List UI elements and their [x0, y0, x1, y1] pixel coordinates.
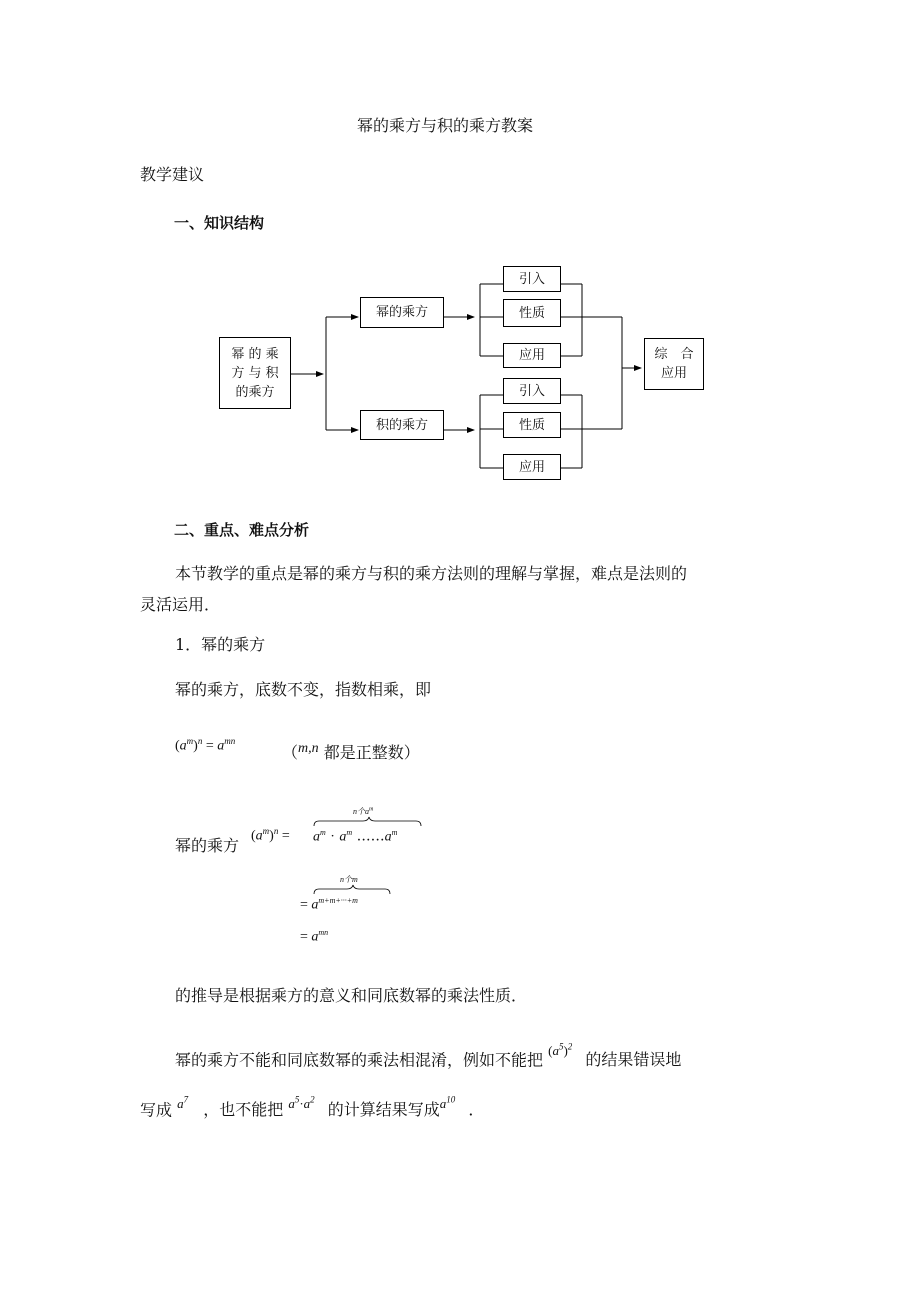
root-box: [219, 337, 291, 409]
brace2-label: n个m: [340, 875, 358, 884]
d1-lparen: (: [251, 828, 256, 844]
derivation-line-1: [251, 826, 290, 845]
brace1-label-exp: m: [369, 806, 374, 813]
power-rule-formula: [175, 736, 235, 755]
ex3-base2: a: [303, 1096, 311, 1112]
formula-rhs-base: a: [217, 738, 225, 754]
term1-base: a: [313, 829, 320, 845]
paragraph-line-2: 灵活运用．: [140, 595, 221, 614]
p4-text-f: ．: [468, 1100, 485, 1120]
p4-text-e: 的计算结果写成: [327, 1100, 440, 1120]
braced-sum: [300, 874, 410, 924]
term1-exp: m: [320, 828, 326, 837]
p4-text-d: ，也不能把: [203, 1100, 284, 1120]
ex1-rparen: ): [563, 1043, 568, 1059]
condition-open: （: [282, 743, 299, 762]
term2-base: a: [339, 829, 347, 845]
rule-statement: 幂的乘方，底数不变，指数相乘，即: [175, 680, 432, 699]
result-line: [300, 928, 328, 946]
ex2-expression: [177, 1096, 188, 1111]
paragraph-line-1: 本节教学的重点是幂的乘方与积的乘方法则的理解与掌握，难点是法则的: [175, 564, 688, 583]
ex3-base1: a: [288, 1096, 295, 1112]
ex1-lparen: (: [548, 1043, 553, 1059]
sum-equals: =: [300, 897, 312, 913]
p4-text-c: 写成: [140, 1100, 173, 1120]
root-line-3: 的乘方: [235, 384, 275, 400]
brace1-curve: [313, 816, 423, 828]
ex1-inner-exp: 5: [558, 1042, 564, 1052]
ex3-exp1: 5: [294, 1095, 300, 1105]
leaf-intro-top: 引入: [503, 266, 561, 292]
power-of-power-box: 幂的乘方: [360, 297, 444, 328]
result-equals: =: [300, 929, 312, 945]
ex1-outer-exp: 2: [567, 1042, 573, 1052]
term3-base: a: [384, 829, 392, 845]
product-terms: [313, 828, 397, 846]
ex3-dot: ·: [299, 1096, 304, 1112]
leaf-application-top: 应用: [503, 343, 561, 368]
formula-equals: =: [202, 738, 218, 754]
derivation-explanation: 的推导是根据乘方的意义和同底数幂的乘法性质．: [175, 986, 528, 1005]
formula-exp-n: n: [197, 736, 203, 746]
summary-box: [644, 338, 704, 390]
formula-rparen: ): [193, 738, 198, 754]
formula-lparen: (: [175, 738, 180, 754]
leaf-property-top: 性质: [503, 299, 561, 327]
ex4-exp: 10: [446, 1095, 456, 1105]
p4-text-b: 的结果错误地: [585, 1050, 682, 1070]
formula-exp-m: m: [186, 736, 194, 746]
heading-key-points: 二、重点、难点分析: [174, 521, 310, 539]
leaf-property-bottom: 性质: [503, 412, 561, 438]
ex4-base: a: [439, 1096, 447, 1112]
sum-base: a: [311, 897, 319, 913]
ex3-expression: [288, 1096, 314, 1111]
derivation-label: 幂的乘方: [175, 836, 240, 855]
ex1-base: a: [552, 1043, 559, 1059]
ex3-exp2: 2: [310, 1095, 315, 1105]
d1-equals: =: [278, 828, 290, 844]
section-label: 教学建议: [140, 165, 205, 184]
ex4-expression: [440, 1096, 456, 1111]
result-exp: mn: [318, 928, 329, 937]
p4-text-a: 幂的乘方不能和同底数幂的乘法相混淆，例如不能把: [175, 1050, 544, 1070]
braced-product: [313, 806, 423, 856]
brace2-curve: [313, 884, 393, 896]
sum-exp: m+m+···+m: [318, 896, 358, 905]
condition-text: 都是正整数）: [318, 743, 420, 762]
term3-exp: m: [391, 828, 398, 837]
d1-exp-m: m: [262, 826, 270, 836]
root-line-2: 方 与 积: [231, 365, 279, 381]
ex2-base: a: [177, 1096, 184, 1112]
item-title: 1．幂的乘方: [175, 635, 266, 654]
summary-line-1: 综 合: [654, 347, 694, 362]
summary-line-2: 应用: [660, 366, 687, 381]
term-dot: ·: [330, 829, 335, 845]
formula-condition: [282, 740, 420, 763]
heading-knowledge-structure: 一、知识结构: [174, 214, 265, 232]
confusion-line-1: [175, 1042, 682, 1073]
confusion-line-2: [140, 1095, 484, 1123]
d1-base: a: [255, 828, 263, 844]
brace1-label-text: n个a: [353, 807, 369, 816]
term2-exp: m: [346, 828, 353, 837]
d1-exp-n: n: [273, 826, 279, 836]
leaf-application-bottom: 应用: [503, 454, 561, 480]
formula-base: a: [179, 738, 187, 754]
sum-line: [300, 896, 358, 914]
condition-vars: m,n: [298, 741, 319, 756]
term-dots: ……: [356, 828, 385, 845]
d1-rparen: ): [269, 828, 274, 844]
leaf-intro-bottom: 引入: [503, 378, 561, 404]
ex1-expression: [548, 1043, 572, 1058]
page-title: 幂的乘方与积的乘方教案: [357, 116, 534, 135]
ex2-exp: 7: [183, 1095, 189, 1105]
power-of-product-box: 积的乘方: [360, 410, 444, 440]
root-line-1: 幂 的 乘: [231, 346, 279, 362]
formula-rhs-exp: mn: [224, 736, 236, 746]
result-base: a: [311, 929, 319, 945]
